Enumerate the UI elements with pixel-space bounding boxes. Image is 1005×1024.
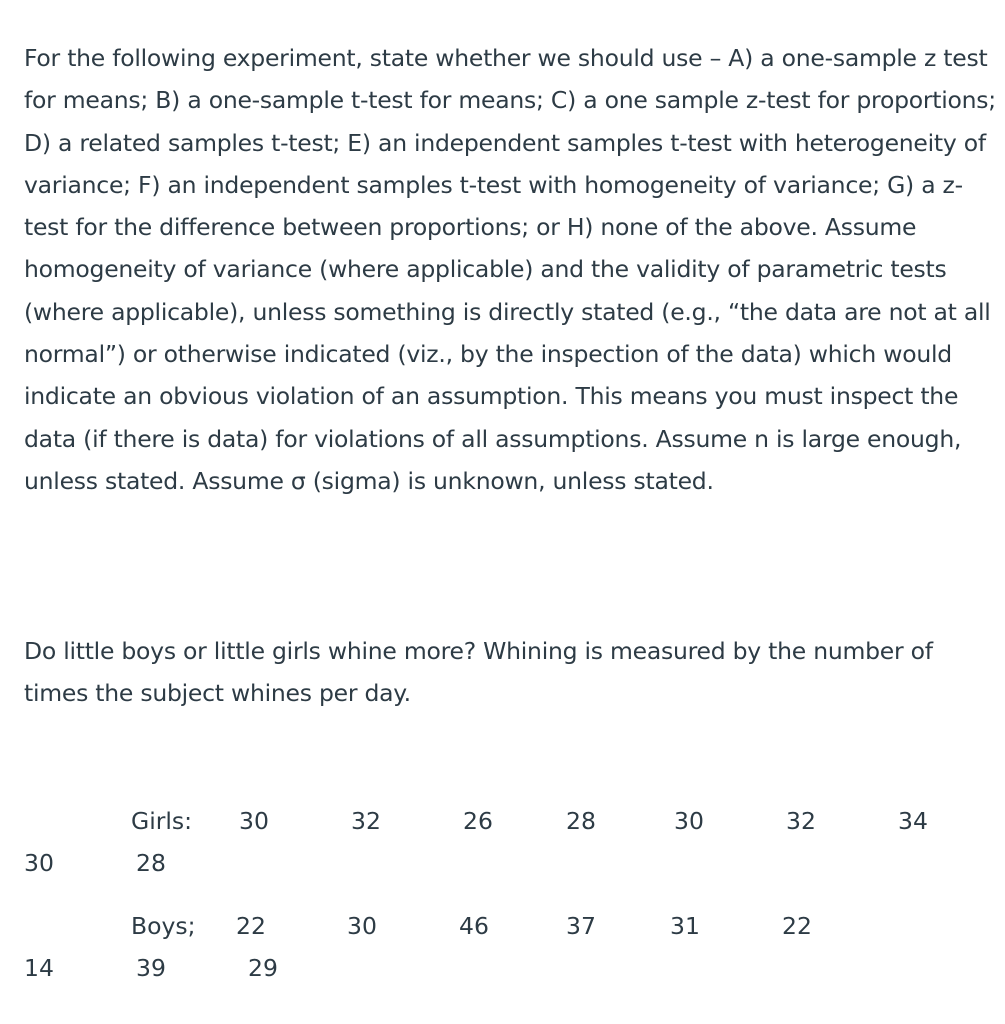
girls-value: 30 — [239, 807, 269, 835]
boys-value: 37 — [566, 912, 596, 940]
instructions-paragraph: For the following experiment, state whether we should use – A) a one-sample z test for means; B) a one-sample t-test for means; C) a one sample z-test for proportions; D) a related samples t-test; E) an independent samples t-test with heterogeneity of variance; F) an independent samples t-test with homogeneity of variance; G) a z-test for the difference between proportions; or H) none of the above. Assume homogeneity of variance (where applicable) and the validity of parametric tests (where applicable), unless something is directly stated (e.g., “the data are not at all normal”) or otherwise indicated (viz., by the inspection of the data) which would indicate an obvious violation of an assumption. This means you must inspect the data (if there is data) for violations of all assumptions. Assume n is large enough, unless stated. Assume σ (sigma) is unknown, unless stated. — [24, 44, 996, 495]
girls-value: 32 — [351, 807, 381, 835]
girls-value: 28 — [566, 807, 596, 835]
boys-value: 29 — [248, 954, 278, 982]
girls-value: 26 — [463, 807, 493, 835]
girls-value: 28 — [136, 849, 166, 877]
boys-label: Boys; — [131, 912, 196, 940]
boys-value: 30 — [347, 912, 377, 940]
boys-value: 22 — [236, 912, 266, 940]
boys-value: 39 — [136, 954, 166, 982]
boys-value: 14 — [24, 954, 54, 982]
question-text: Do little boys or little girls whine more? Whining is measured by the number of times the subject whines per day. — [24, 637, 933, 708]
boys-value: 31 — [670, 912, 700, 940]
girls-label: Girls: — [131, 807, 193, 835]
boys-value: 22 — [782, 912, 812, 940]
girls-value: 32 — [786, 807, 816, 835]
girls-value: 30 — [674, 807, 704, 835]
girls-value: 30 — [24, 849, 54, 877]
boys-value: 46 — [459, 912, 489, 940]
girls-value: 34 — [898, 807, 928, 835]
